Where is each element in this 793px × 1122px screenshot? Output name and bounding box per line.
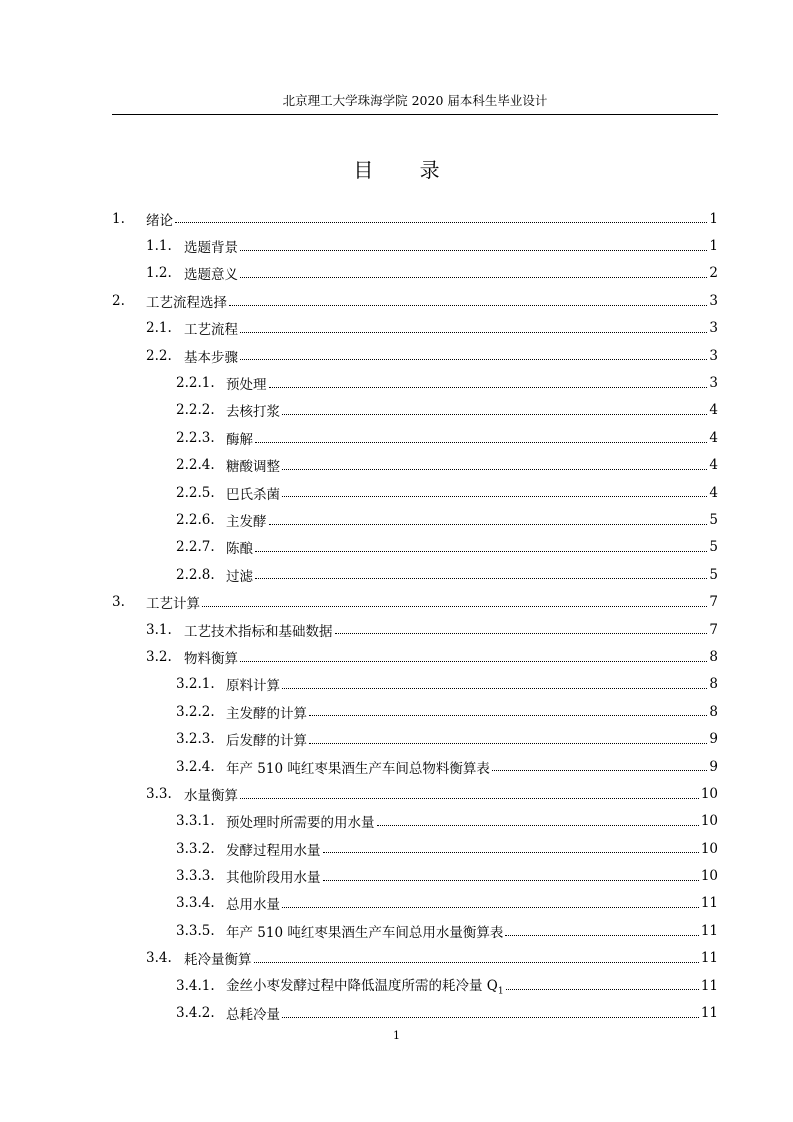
toc-entry-title: 绪论 xyxy=(146,212,173,229)
toc-entry-page: 5 xyxy=(709,539,718,556)
toc-dot-leader xyxy=(255,441,707,443)
toc-entry[interactable] xyxy=(112,917,718,944)
toc-entry-number: 3.4.2. xyxy=(176,1005,215,1022)
toc-dot-leader xyxy=(255,577,707,579)
toc-entry-number: 2.1. xyxy=(146,320,172,337)
toc-dot-leader xyxy=(229,304,707,306)
toc-entry-number: 1.2. xyxy=(146,265,172,282)
toc-dot-leader xyxy=(506,988,699,990)
toc-entry-number: 3.2.4. xyxy=(176,758,215,775)
toc-entry-number: 2. xyxy=(112,292,125,309)
toc-entry-title: 发酵过程用水量 xyxy=(226,842,321,859)
toc-dot-leader xyxy=(240,660,707,662)
toc-entry-page: 10 xyxy=(700,813,718,830)
toc-entry-page: 5 xyxy=(709,566,718,583)
toc-dot-leader xyxy=(240,797,699,799)
toc-dot-leader xyxy=(240,331,707,333)
toc-entry-number: 1. xyxy=(112,210,125,227)
toc-entry-page: 7 xyxy=(709,621,718,638)
toc-entry-page: 3 xyxy=(709,320,718,337)
toc-entry-title: 巴氏杀菌 xyxy=(226,486,280,503)
toc-entry[interactable] xyxy=(112,753,718,780)
toc-entry-title: 工艺技术指标和基础数据 xyxy=(184,623,333,640)
toc-entry-page: 7 xyxy=(709,594,718,611)
toc-entry[interactable] xyxy=(112,561,718,588)
toc-entry-number: 1.1. xyxy=(146,238,172,255)
toc-entry-page: 11 xyxy=(700,977,718,994)
toc-entry-number: 3.4.1. xyxy=(176,977,215,994)
toc-dot-leader xyxy=(323,851,699,853)
toc-entry-page: 1 xyxy=(709,238,718,255)
toc-entry[interactable] xyxy=(112,616,718,643)
toc-entry[interactable] xyxy=(112,260,718,287)
toc-entry-number: 3.3.5. xyxy=(176,922,215,939)
toc-entry-page: 4 xyxy=(709,402,718,419)
toc-entry-number: 3.1. xyxy=(146,621,172,638)
toc-entry-page: 10 xyxy=(700,868,718,885)
page-header: 北京理工大学珠海学院 2020 届本科生毕业设计 xyxy=(112,92,718,115)
toc-dot-leader xyxy=(492,769,708,771)
toc-dot-leader xyxy=(309,714,707,716)
toc-dot-leader xyxy=(282,468,707,470)
toc-entry-title: 酶解 xyxy=(226,431,253,448)
toc-entry-number: 3.4. xyxy=(146,950,172,967)
toc-entry-page: 10 xyxy=(700,840,718,857)
toc-entry[interactable] xyxy=(112,369,718,396)
toc-entry[interactable] xyxy=(112,725,718,752)
toc-entry-page: 9 xyxy=(709,731,718,748)
toc-dot-leader xyxy=(282,1016,699,1018)
toc-title: 目 录 xyxy=(353,158,460,182)
toc-dot-leader xyxy=(335,632,708,634)
toc-entry-title: 工艺计算 xyxy=(146,596,200,613)
toc-dot-leader xyxy=(505,934,698,936)
toc-entry-number: 2.2.1. xyxy=(176,375,215,392)
toc-entry-page: 3 xyxy=(709,347,718,364)
toc-entry-title: 年产 510 吨红枣果酒生产车间总用水量衡算表 xyxy=(226,924,504,941)
toc-entry-number: 2.2. xyxy=(146,347,172,364)
toc-entry-page: 4 xyxy=(709,484,718,501)
toc-entry[interactable] xyxy=(112,232,718,259)
toc-entry[interactable] xyxy=(112,205,718,232)
toc-entry[interactable] xyxy=(112,945,718,972)
toc-entry-subscript: 1 xyxy=(497,986,504,997)
toc-entry-page: 1 xyxy=(709,210,718,227)
toc-entry-title: 工艺流程选择 xyxy=(146,294,227,311)
toc-entry-title: 预处理 xyxy=(226,377,267,394)
toc-entry[interactable] xyxy=(112,862,718,889)
toc-entry-title: 耗冷量衡算 xyxy=(184,952,252,969)
toc-entry-title: 陈酿 xyxy=(226,541,253,558)
toc-entry-title: 总用水量 xyxy=(226,897,280,914)
toc-entry-number: 2.2.6. xyxy=(176,511,215,528)
toc-entry[interactable] xyxy=(112,671,718,698)
toc-entry-page: 9 xyxy=(709,758,718,775)
toc-dot-leader xyxy=(254,961,699,963)
toc-entry-number: 3.3.1. xyxy=(176,813,215,830)
toc-entry-number: 2.2.5. xyxy=(176,484,215,501)
toc-dot-leader xyxy=(377,824,699,826)
toc-entry-number: 3.3.4. xyxy=(176,895,215,912)
toc-entry[interactable] xyxy=(112,780,718,807)
toc-entry-number: 2.2.8. xyxy=(176,566,215,583)
toc-entry[interactable] xyxy=(112,835,718,862)
toc-entry[interactable] xyxy=(112,999,718,1026)
toc-entry-number: 3.2.1. xyxy=(176,676,215,693)
toc-entry-title: 基本步骤 xyxy=(184,349,238,366)
toc-dot-leader xyxy=(269,386,708,388)
toc-entry-title: 糖酸调整 xyxy=(226,459,280,476)
toc-entry-page: 8 xyxy=(709,648,718,665)
toc-entry-page: 11 xyxy=(700,895,718,912)
toc-entry-title: 主发酵 xyxy=(226,513,267,530)
toc-entry-title: 过滤 xyxy=(226,568,253,585)
toc-entry-page: 5 xyxy=(709,511,718,528)
toc-entry[interactable] xyxy=(112,397,718,424)
toc-dot-leader xyxy=(255,550,707,552)
toc-entry-title: 后发酵的计算 xyxy=(226,733,307,750)
toc-dot-leader xyxy=(240,249,707,251)
toc-entry-title: 年产 510 吨红枣果酒生产车间总物料衡算表 xyxy=(226,760,490,777)
toc-entry-page: 11 xyxy=(700,950,718,967)
toc-entry-number: 2.2.2. xyxy=(176,402,215,419)
toc-entry[interactable] xyxy=(112,972,718,999)
toc-entry-title: 工艺流程 xyxy=(184,322,238,339)
toc-dot-leader xyxy=(282,687,707,689)
toc-entry-page: 10 xyxy=(700,785,718,802)
toc-entry-page: 8 xyxy=(709,676,718,693)
toc-dot-leader xyxy=(175,221,707,223)
toc-entry-title: 主发酵的计算 xyxy=(226,705,307,722)
table-of-contents xyxy=(112,205,718,1027)
toc-entry-page: 3 xyxy=(709,375,718,392)
toc-entry-page: 2 xyxy=(709,265,718,282)
toc-entry-title: 原料计算 xyxy=(226,678,280,695)
toc-entry[interactable] xyxy=(112,287,718,314)
toc-entry-number: 3.3.2. xyxy=(176,840,215,857)
toc-entry-number: 3.2.2. xyxy=(176,703,215,720)
toc-entry-page: 3 xyxy=(709,292,718,309)
toc-dot-leader xyxy=(282,413,707,415)
toc-dot-leader xyxy=(323,879,699,881)
toc-entry-title: 水量衡算 xyxy=(184,787,238,804)
toc-entry[interactable] xyxy=(112,424,718,451)
page-number: 1 xyxy=(393,1029,400,1042)
toc-entry-page: 11 xyxy=(700,922,718,939)
toc-entry[interactable] xyxy=(112,534,718,561)
toc-entry-page: 8 xyxy=(709,703,718,720)
toc-entry-title: 选题背景 xyxy=(184,240,238,257)
toc-entry-title: 选题意义 xyxy=(184,267,238,284)
toc-entry-number: 2.2.7. xyxy=(176,539,215,556)
toc-entry-page: 4 xyxy=(709,457,718,474)
toc-dot-leader xyxy=(282,495,707,497)
toc-entry[interactable] xyxy=(112,479,718,506)
toc-dot-leader xyxy=(309,742,707,744)
toc-entry-number: 2.2.4. xyxy=(176,457,215,474)
toc-dot-leader xyxy=(282,906,699,908)
toc-entry-title: 预处理时所需要的用水量 xyxy=(226,815,375,832)
toc-entry-number: 3.2. xyxy=(146,648,172,665)
toc-entry-title: 去核打浆 xyxy=(226,404,280,421)
toc-entry-number: 3.2.3. xyxy=(176,731,215,748)
toc-entry[interactable] xyxy=(112,588,718,615)
toc-entry-number: 3. xyxy=(112,594,125,611)
toc-entry-number: 3.3.3. xyxy=(176,868,215,885)
toc-entry-title: 金丝小枣发酵过程中降低温度所需的耗冷量 $Q_1$ xyxy=(226,978,504,997)
toc-entry-title: 总耗冷量 xyxy=(226,1007,280,1024)
toc-entry-page: 4 xyxy=(709,429,718,446)
toc-entry[interactable] xyxy=(112,643,718,670)
toc-entry[interactable] xyxy=(112,452,718,479)
toc-entry-title: 物料衡算 xyxy=(184,650,238,667)
toc-entry[interactable] xyxy=(112,698,718,725)
toc-entry[interactable] xyxy=(112,342,718,369)
toc-dot-leader xyxy=(240,276,707,278)
toc-entry[interactable] xyxy=(112,315,718,342)
toc-entry-page: 11 xyxy=(700,1005,718,1022)
toc-dot-leader xyxy=(269,523,708,525)
toc-dot-leader xyxy=(202,605,707,607)
toc-dot-leader xyxy=(240,358,707,360)
toc-entry-number: 2.2.3. xyxy=(176,429,215,446)
toc-entry-number: 3.3. xyxy=(146,785,172,802)
toc-entry[interactable] xyxy=(112,808,718,835)
toc-entry[interactable] xyxy=(112,890,718,917)
toc-entry[interactable] xyxy=(112,506,718,533)
toc-entry-title: 其他阶段用水量 xyxy=(226,870,321,887)
